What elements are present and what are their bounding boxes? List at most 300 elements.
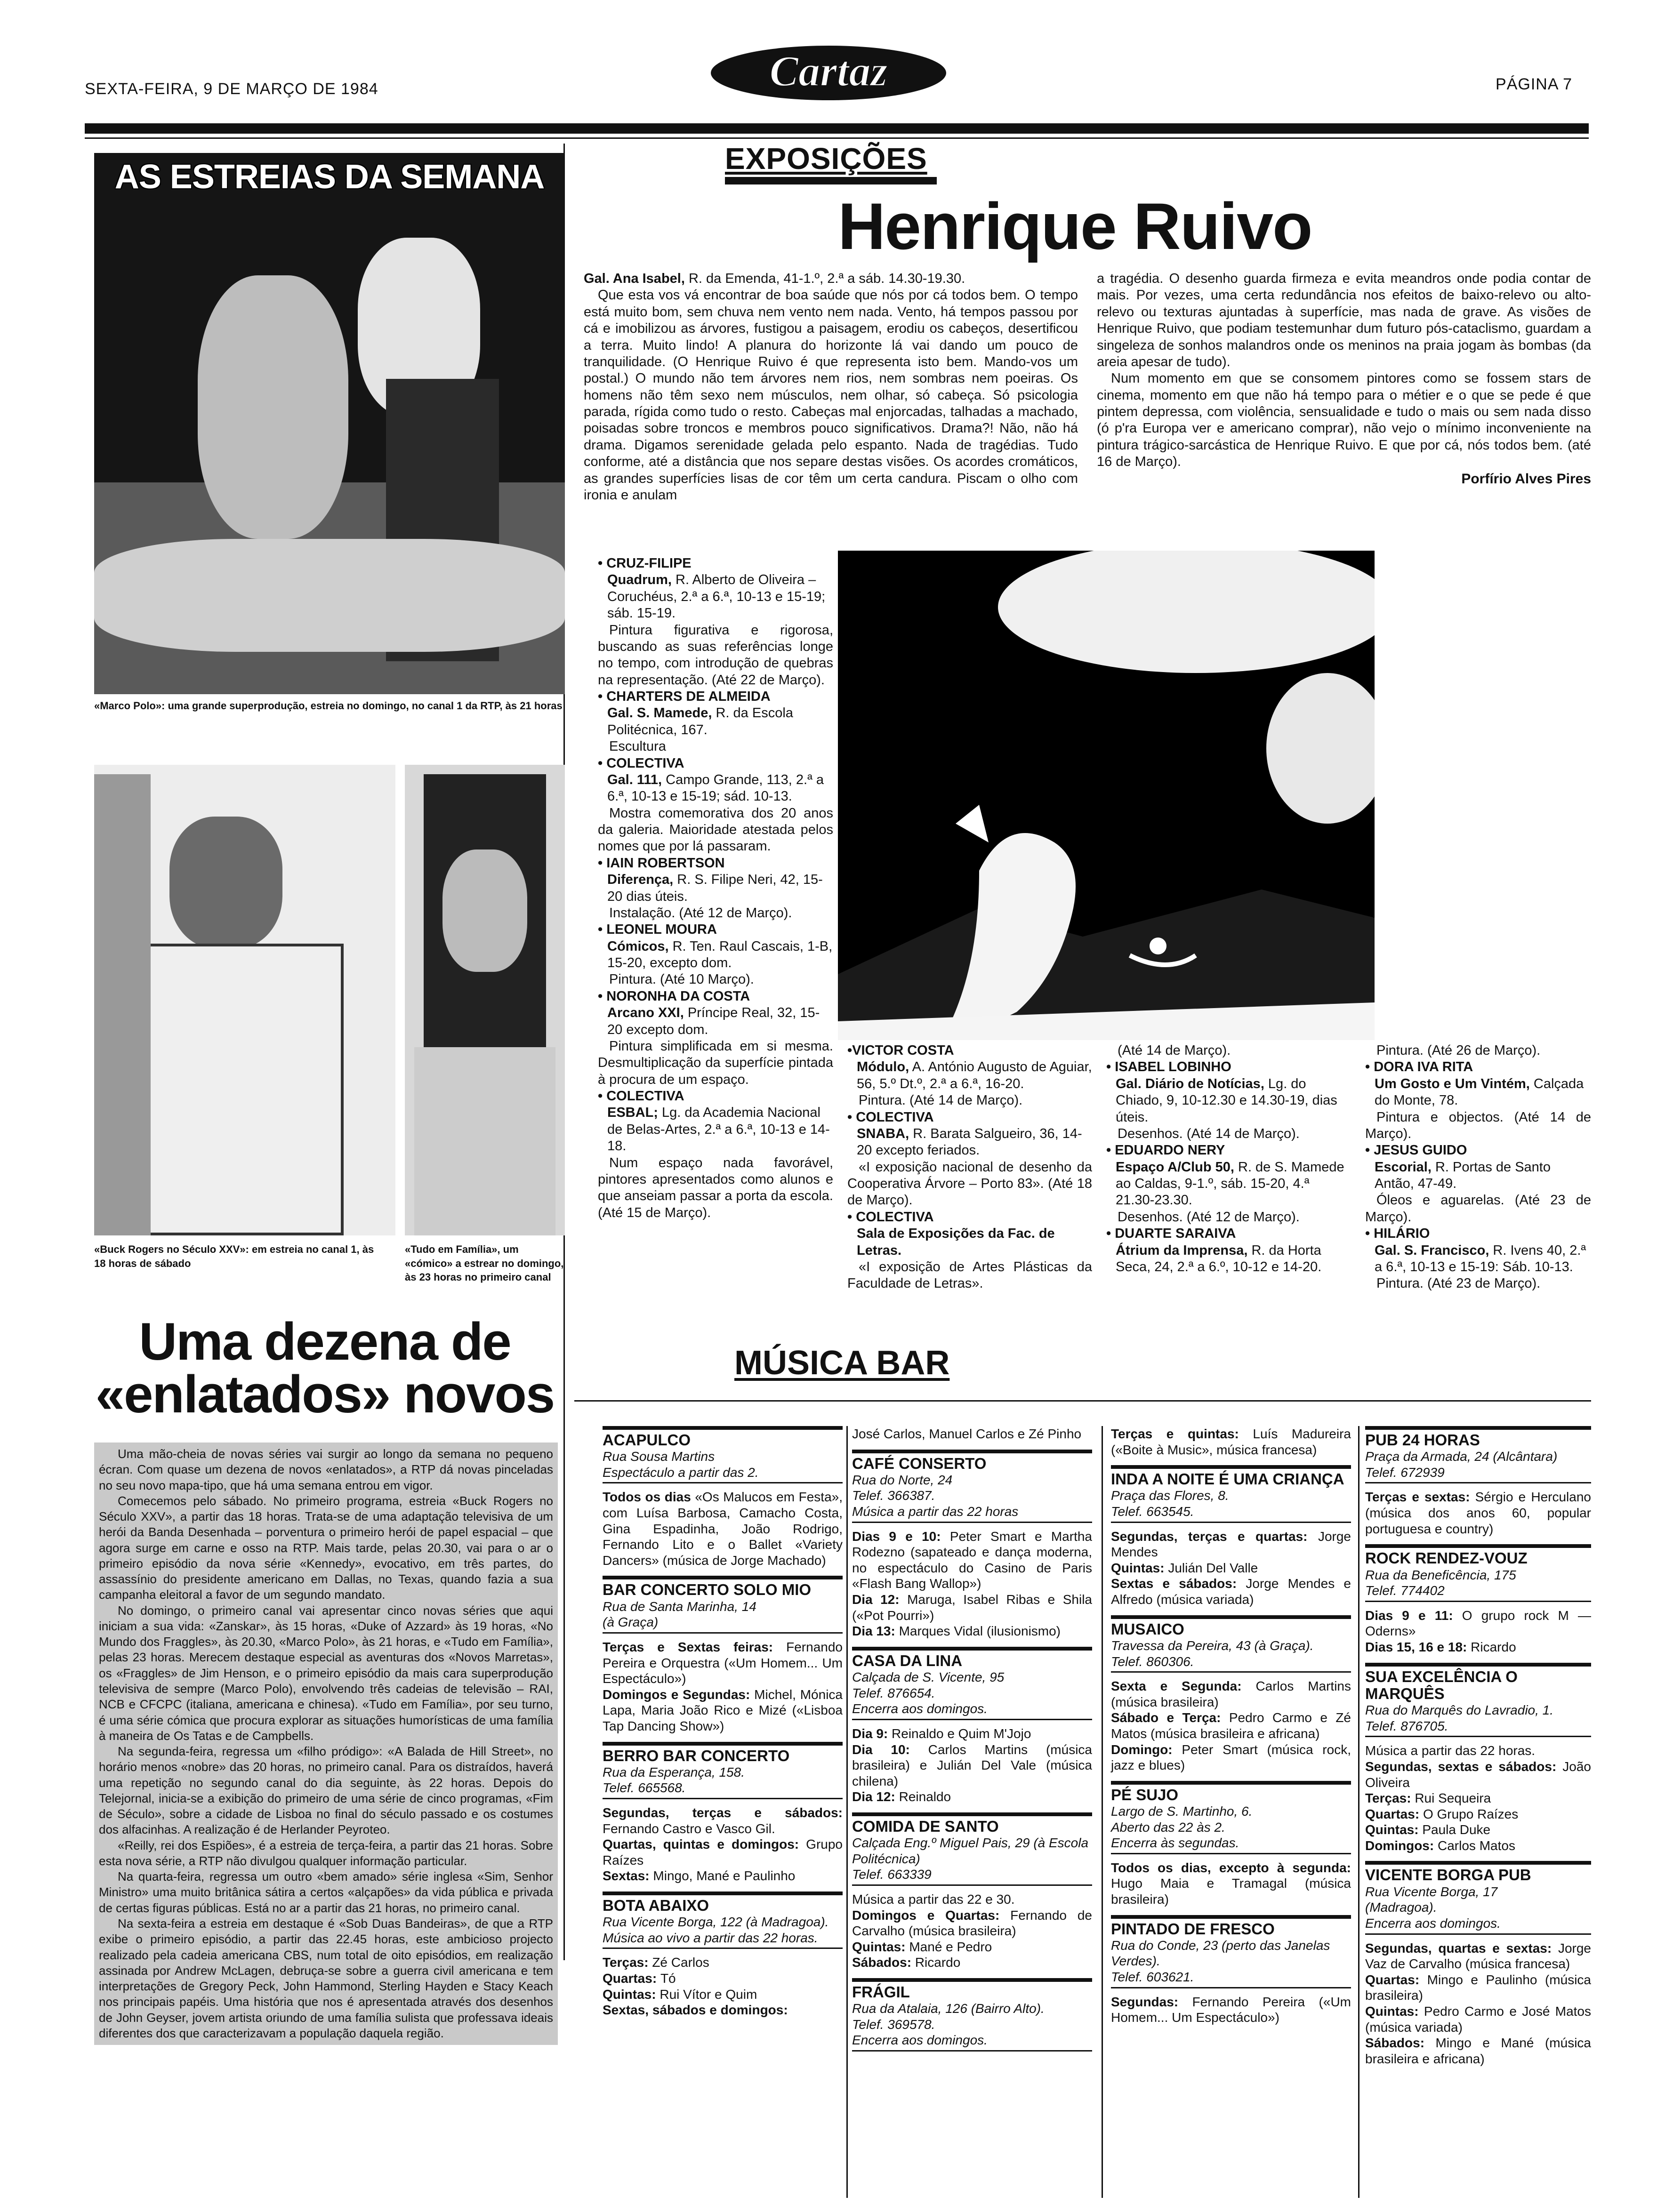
exhibition-venue	[598, 1005, 833, 1038]
programme-acts: Sérgio e Herculano (música dos anos 60, popular portuguesa e country)	[1365, 1490, 1591, 1536]
address-line: Telef. 672939	[1365, 1465, 1445, 1480]
exhibition-description: Pintura. (Até 23 de Março).	[1376, 1276, 1541, 1291]
address-line: Telef. 860306.	[1111, 1654, 1194, 1669]
programme-days: Dia 9:	[852, 1726, 892, 1741]
programme-acts: Jorge Vaz de Carvalho (música francesa)	[1365, 1940, 1591, 1972]
programme-line	[852, 1592, 1092, 1623]
programme-acts: João Oliveira	[1365, 1759, 1591, 1790]
venue-address: R. de S. Mamede ao Caldas, 9-1.º, sáb. 15-20, 4.ª 21.30-23.30.	[1116, 1159, 1344, 1208]
programme-days: Dia 12:	[852, 1592, 908, 1607]
programme-acts: Pedro Carmo e José Matos (música variada)	[1365, 2004, 1592, 2035]
programme-days: Segundas, terças e sábados:	[603, 1805, 843, 1820]
programme-acts: Peter Smart (música rock, jazz e blues)	[1111, 1742, 1351, 1773]
programme-line	[852, 1623, 1092, 1639]
programme-acts: Ricardo	[915, 1955, 961, 1970]
programme-line	[603, 1971, 843, 1987]
henrique-ruivo-title: Henrique Ruivo	[838, 189, 1312, 263]
bar-name: CASA DA LINA	[852, 1647, 1092, 1669]
exhibition-description: Pintura simplificada em si mesma. Desmultiplicação da superfície pintada à procura de um espaço.	[598, 1038, 833, 1087]
programme-line	[1111, 1529, 1351, 1560]
programme-days: Dia 13:	[852, 1624, 899, 1639]
address-line: Largo de S. Martinho, 6.	[1111, 1803, 1253, 1819]
bar-address	[852, 1835, 1092, 1886]
bar-address	[1365, 1702, 1591, 1737]
header-rule-thin	[85, 137, 1589, 139]
programme-days: Dias 9 e 11:	[1365, 1608, 1462, 1623]
programme-line	[603, 1868, 843, 1884]
cartaz-logo	[706, 28, 951, 108]
address-line: Rua da Beneficência, 175	[1365, 1567, 1516, 1582]
musica-col-3	[1111, 1426, 1351, 2026]
col-divider	[1358, 1426, 1359, 2198]
programme-days: Quintas:	[1111, 1560, 1168, 1575]
programme-days: Domingos e Segundas:	[603, 1687, 755, 1702]
venue-name: Quadrum,	[607, 572, 672, 588]
enlatados-p4: Na segunda-feira, regressa um «filho pródigo»: «A Balada de Hill Street», no horário menos «nobre» das 20 horas, no primeiro canal. Para os distraídos, haverá uma repetição no segundo canal do dia seguinte, às 22 horas. Depois do Telejornal, inicia-se a exibição do primeiro de uma série de cinco programas, «Fim de Século», sobre a cidade de Lisboa no final do século passado e os costumes dos alfacinhas. A realização é de Herlander Peyroteo.	[99, 1744, 553, 1837]
exhibition-description: Óleos e aguarelas. (Até 23 de Março).	[1365, 1193, 1591, 1225]
address-line: Aberto das 22 às 2.	[1111, 1819, 1225, 1835]
programme-days: Sexta e Segunda:	[1111, 1679, 1256, 1694]
programme-acts: O grupo rock M — Oderns»	[1365, 1608, 1591, 1639]
programme-acts: Michel, Mónica Lapa, Maria João Rico e Mizé («Lisboa Tap Dancing Show»)	[603, 1687, 843, 1733]
programme-line	[603, 1805, 843, 1836]
exhibition-description: Pintura e objectos. (Até 14 de Março).	[1365, 1109, 1591, 1141]
programme-days: Quintas:	[1365, 2004, 1424, 2019]
programme-line	[852, 1789, 1092, 1805]
exhibition-venue	[847, 1126, 1092, 1159]
exhibition-artist: • IAIN ROBERTSON	[598, 855, 725, 871]
marco-polo-photo	[94, 153, 565, 694]
address-line: Telef. 603621.	[1111, 1970, 1194, 1985]
address-line: Telef. 663545.	[1111, 1504, 1194, 1519]
address-line: Telef. 665568.	[603, 1780, 686, 1795]
programme-days: Segundas, quartas e sextas:	[1365, 1940, 1558, 1956]
programme-acts: Mingo, Mané e Paulinho	[653, 1868, 796, 1883]
exhibition-artist: • CHARTERS DE ALMEIDA	[598, 689, 771, 704]
programme-acts: Zé Carlos	[652, 1955, 709, 1970]
programme-acts: Julián Del Valle	[1168, 1560, 1258, 1575]
exhibitions-list-4	[1365, 1042, 1591, 1292]
lead-venue: Gal. Ana Isabel,	[584, 271, 685, 286]
bar-address	[603, 1764, 843, 1799]
col-divider	[1102, 1426, 1103, 2198]
programme-days: Sábados:	[1365, 2036, 1436, 2051]
exhibition-artist: • DUARTE SARAIVA	[1106, 1226, 1236, 1242]
exhibitions-list-1	[598, 555, 833, 1221]
programme-acts: Ricardo	[1471, 1639, 1516, 1654]
exhibition-venue	[598, 872, 833, 905]
programme-line	[1365, 1806, 1591, 1822]
bar-name: BOTA ABAIXO	[603, 1891, 843, 1914]
programme-line	[603, 1639, 843, 1687]
programme-days: Quintas:	[603, 1987, 660, 2002]
programme-acts: Carlos Matos	[1438, 1838, 1515, 1853]
programme-acts: Grupo Raízes	[603, 1837, 843, 1867]
exhibition-description: Desenhos. (Até 14 de Março).	[1118, 1126, 1300, 1141]
programme-acts: «Os Malucos em Festa», com Luísa Barbosa, Camacho Costa, Gina Espadinha, João Rodrigo, Fernando Lito e o Ballet «Variety Dancers» (música de Jorge Machado)	[603, 1490, 843, 1568]
venue-address: R. Barata Salgueiro, 36, 14-20 excepto feriados.	[857, 1126, 1082, 1158]
exhibition-artist: • EDUARDO NERY	[1106, 1143, 1225, 1158]
bar-name: ROCK RENDEZ-VOUZ	[1365, 1544, 1591, 1567]
programme-days: Domingos e Quartas:	[852, 1907, 1011, 1923]
programme-days: Terças e Sextas feiras:	[603, 1639, 787, 1654]
exhibition-artist: • HILÁRIO	[1365, 1226, 1430, 1242]
bar-address	[1111, 1488, 1351, 1523]
programme-days: Todos os dias	[603, 1490, 695, 1505]
programme-days: Dias 9 e 10:	[852, 1529, 950, 1544]
venue-address: R. Ivens 40, 2.ª a 6.ª, 10-13 e 15-19: Sáb. 10-13.	[1375, 1242, 1586, 1274]
programme-acts: Marques Vidal (ilusionismo)	[899, 1624, 1061, 1639]
programme-line	[1365, 1822, 1591, 1838]
programme-line	[603, 1955, 843, 1971]
venue-address: R. Ten. Raul Cascais, 1-B, 15-20, excepto dom.	[607, 938, 833, 970]
enlatados-p6: Na quarta-feira, regressa um outro «bem amado» série inglesa «Sim, Senhor Ministro» uma muito britânica sátira a certos «alçapões» da vida pública e privada de certas figuras públicas. Está no ar a partir das 21 horas, no primeiro canal.	[99, 1869, 553, 1915]
exhibition-description: Pintura figurativa e rigorosa, buscando as suas referências longe no tempo, com introdução de quebras na representação. (Até 22 de Março).	[598, 622, 833, 688]
programme-days: Quartas:	[1365, 1806, 1423, 1821]
address-line: Música ao vivo a partir das 22 horas.	[603, 1930, 818, 1945]
bar-address	[1365, 1567, 1591, 1602]
exhibition-venue	[1365, 1242, 1591, 1276]
venue-address: R. Alberto de Oliveira – Coruchéus, 2.ª a 6.ª, 10-13 e 15-19; sáb. 15-19.	[607, 572, 826, 621]
exhibition-artist: • ISABEL LOBINHO	[1106, 1059, 1231, 1075]
exhibition-artist: • COLECTIVA	[847, 1109, 934, 1125]
programme-line	[603, 1687, 843, 1734]
programme-days: Dias 15, 16 e 18:	[1365, 1639, 1471, 1654]
address-line: Rua Vicente Borga, 122 (à Madragoa).	[603, 1915, 829, 1930]
programme-line	[1111, 1678, 1351, 1710]
address-line: Calçada de S. Vicente, 95	[852, 1670, 1005, 1685]
programme-acts: Mingo e Paulinho (música brasileira)	[1365, 1972, 1591, 2003]
bar-address	[852, 1472, 1092, 1523]
exhibition-description: Pintura. (Até 26 de Março).	[1376, 1043, 1541, 1058]
programme-days: Terças e quintas:	[1111, 1427, 1253, 1441]
review-a2: a tragédia. O desenho guarda firmeza e evita meandros onde podia contar de mais. Por vezes, uma certa redundância nos efeitos de baixo-relevo ou alto-relevo ou texturas ajuntadas à superfície, mas nada de grave. As visões de Henrique Ruivo, que podiam testemunhar dum futuro pós-cataclismo, guardam a singeleza de sonhos malandros onde os meninos na praia jogam às bombas (da areia apesar de tudo).	[1097, 271, 1591, 369]
programme-acts: Luís Madureira («Boite à Music», música francesa)	[1111, 1427, 1351, 1457]
address-line: Espectáculo a partir das 2.	[603, 1465, 759, 1480]
musica-col-1	[603, 1426, 843, 2018]
lead-address: R. da Emenda, 41-1.º, 2.ª a sáb. 14.30-19.30.	[684, 271, 965, 286]
bar-address	[1365, 1449, 1591, 1483]
programme-days: Quartas, quintas e domingos:	[603, 1837, 806, 1852]
exhibition-description: Pintura. (Até 10 Março).	[609, 972, 754, 987]
bar-name: FRÁGIL	[852, 1978, 1092, 2001]
address-line: Rua do Marquês do Lavradio, 1.	[1365, 1703, 1554, 1718]
programme-days: Domingos:	[1365, 1838, 1438, 1853]
exhibition-description: Num espaço nada favorável, pintores apresentados como alunos e que anseiam passar a porta da escola. (Até 15 de Março).	[598, 1155, 833, 1220]
exhibition-description: Mostra comemorativa dos 20 anos da galeria. Maioridade atestada pelos nomes que por lá passaram.	[598, 805, 833, 854]
exhibitions-list-2	[847, 1042, 1092, 1292]
programme-days: Sextas:	[603, 1868, 653, 1883]
exhibition-artist: • JESUS GUIDO	[1365, 1143, 1467, 1158]
programme-acts: Jorge Mendes e Alfredo (música variada)	[1111, 1576, 1351, 1607]
exhibition-artist: • LEONEL MOURA	[598, 922, 717, 938]
exhibition-description: «I exposição de Artes Plásticas da Faculdade de Letras».	[847, 1259, 1092, 1291]
programme-acts: Fernando Pereira e Orquestra («Um Homem... Um Espectáculo»)	[603, 1639, 843, 1686]
exhibition-description: Pintura. (Até 14 de Março).	[859, 1093, 1023, 1108]
programme-line	[1365, 1790, 1591, 1806]
programme-days: Sábados:	[852, 1955, 915, 1970]
programme-acts: José Carlos, Manuel Carlos e Zé Pinho	[852, 1427, 1082, 1441]
programme-days: Quartas:	[603, 1971, 660, 1986]
programme-days: Quintas:	[1365, 1822, 1423, 1837]
programme-acts: Peter Smart e Martha Rodezno (sapateado e dança moderna, no espectáculo do Casino de Paris «Flash Bang Wallop»)	[852, 1529, 1093, 1591]
programme-line	[1111, 1994, 1351, 2026]
venue-name: Sala de Exposições da Fac. de Letras.	[857, 1226, 1055, 1258]
venue-name: Espaço A/Club 50,	[1116, 1159, 1234, 1175]
venue-name: Arcano XXI,	[607, 1005, 684, 1021]
bar-name: MUSAICO	[1111, 1615, 1351, 1638]
bar-name: PINTADO DE FRESCO	[1111, 1915, 1351, 1938]
issue-date: SEXTA-FEIRA, 9 DE MARÇO DE 1984	[85, 80, 378, 98]
exposicoes-bar	[725, 177, 937, 184]
enlatados-p1: Uma mão-cheia de novas séries vai surgir ao longo da semana no pequeno écran. Com quase um dezena de novos «enlatados», a RTP dá novas pinceladas no seu novo mapa-tipo, que há uma semana entrou em vigor.	[99, 1447, 553, 1492]
venue-address: Príncipe Real, 32, 15-20 excepto dom.	[607, 1005, 820, 1037]
enlatados-article	[94, 1443, 558, 2045]
address-line: (à Graça)	[603, 1615, 659, 1630]
programme-days: Segundas, sextas e sábados:	[1365, 1759, 1563, 1774]
venue-name: SNABA,	[857, 1126, 909, 1141]
address-line: Rua do Norte, 24	[852, 1472, 953, 1487]
ruivo-review-col1	[584, 271, 1078, 504]
bar-name: BAR CONCERTO SOLO MIO	[603, 1576, 843, 1598]
programme-line	[852, 1907, 1092, 1939]
musica-col-4	[1365, 1426, 1591, 2067]
programme-line	[603, 2002, 843, 2018]
venue-address: R. Portas de Santo Antão, 47-49.	[1375, 1159, 1551, 1191]
programme-acts: Reinaldo	[899, 1789, 951, 1804]
exhibition-venue	[1365, 1076, 1591, 1109]
bar-name: PÉ SUJO	[1111, 1781, 1351, 1803]
logo-text: Cartaz	[769, 47, 888, 95]
enlatados-p5: «Reilly, rei dos Espiões», é a estreia de terça-feira, a partir das 21 horas. Sobre esta nova série, a RTP não divulgou qualquer informação particular.	[99, 1838, 553, 1868]
exhibition-venue	[1106, 1076, 1351, 1126]
address-line: Rua de Santa Marinha, 14	[603, 1599, 756, 1614]
enlatados-p2: Comecemos pelo sábado. No primeiro programa, estreia «Buck Rogers no Século XXV», a partir das 18 horas. Trata-se de uma adaptação televisiva de um herói da Banda Desenhada – porventura o primeiro herói de papel espacial – que agora surge em carne e osso na RTP. Mais tarde, pelas 20.30, vai para o ar o primeiro episódio da nova série «Kennedy», evocativo, em três partes, do assassínio do presidente americano em Dallas, no Texas, quando fazia a sua campanha eleitoral a favor de um segundo mandato.	[99, 1493, 553, 1602]
programme-days: Quintas:	[852, 1939, 909, 1954]
programme-days: Terças:	[1365, 1791, 1415, 1806]
buck-rogers-caption: «Buck Rogers no Século XXV»: em estreia no canal 1, às 18 horas de sábado	[94, 1243, 374, 1269]
bar-address	[852, 1669, 1092, 1720]
programme-line	[1365, 1838, 1591, 1854]
musica-col-2	[852, 1426, 1092, 2057]
bar-address	[603, 1914, 843, 1949]
programme-acts: Carlos Martins (música brasileira) e Julián Del Vale (música chilena)	[852, 1742, 1092, 1788]
venue-address: Calçada do Monte, 78.	[1375, 1076, 1584, 1108]
programme-line	[1111, 1710, 1351, 1741]
address-line: Telef. 774402	[1365, 1583, 1445, 1598]
address-line: (Madragoa).	[1365, 1900, 1437, 1915]
exhibition-venue	[847, 1226, 1092, 1259]
bar-name: PUB 24 HORAS	[1365, 1426, 1591, 1449]
venue-name: Um Gosto e Um Vintém,	[1375, 1076, 1530, 1091]
venue-address: R. S. Filipe Neri, 42, 15-20 dias úteis.	[607, 872, 823, 904]
venue-name: ESBAL;	[607, 1105, 658, 1121]
address-line: Rua Vicente Borga, 17	[1365, 1884, 1498, 1899]
address-line: Encerra aos domingos.	[852, 2033, 988, 2048]
review-signature: Porfírio Alves Pires	[1461, 471, 1591, 487]
address-line: Telef. 366387.	[852, 1488, 935, 1503]
programme-line	[1111, 1576, 1351, 1607]
exhibition-description: Desenhos. (Até 12 de Março).	[1118, 1209, 1300, 1225]
venue-name: Escorial,	[1375, 1159, 1432, 1175]
bar-name: COMIDA DE SANTO	[852, 1812, 1092, 1835]
exhibition-venue	[847, 1059, 1092, 1092]
address-line: Travessa da Pereira, 43 (à Graça).	[1111, 1638, 1314, 1653]
venue-name: Átrium da Imprensa,	[1116, 1242, 1248, 1258]
bar-name: ACAPULCO	[603, 1426, 843, 1449]
programme-acts: Carlos Martins (música brasileira)	[1111, 1679, 1351, 1709]
musica-rule	[574, 1400, 1591, 1402]
address-line: Telef. 876654.	[852, 1685, 935, 1700]
programme-days: Todos os dias, excepto à segunda:	[1111, 1860, 1351, 1875]
programme-line	[1365, 1972, 1591, 2004]
programme-line	[1365, 1489, 1591, 1537]
venue-name: Diferença,	[607, 872, 674, 888]
programme-acts: Mingo e Mané (música brasileira e africana)	[1365, 2036, 1591, 2066]
programme-line	[1365, 1940, 1591, 1972]
venue-name: Gal. 111,	[607, 772, 662, 787]
exhibition-description: «I exposição nacional de desenho da Cooperativa Árvore – Porto 83». (Até 18 de Março).	[847, 1159, 1092, 1208]
bar-address	[1111, 1938, 1351, 1988]
review-a3: Num momento em que se consomem pintores como se fossem stars de cinema, momento em que não há tempo para o métier e o que se pede é que pintem depressa, com violência, sensualidade e tudo o mais ou sem nada disso (ó p'ra Europa ver e americano comprar), não vejo o mínimo inconveniente na pintura trágico-sarcástica de Henrique Ruivo. E que por cá, nós todos bem. (até 16 de Março).	[1097, 371, 1591, 470]
programme-days: Domingo:	[1111, 1742, 1182, 1757]
address-line: Telef. 369578.	[852, 2017, 935, 2032]
exhibition-description: (Até 14 de Março).	[1118, 1043, 1231, 1058]
tudo-em-familia-caption: «Tudo em Família», um «cómico» a estrear no domingo, às 23 horas no primeiro canal	[405, 1243, 564, 1283]
address-line: Encerra aos domingos.	[852, 1701, 988, 1716]
address-line: Encerra às segundas.	[1111, 1835, 1239, 1851]
programme-acts: Música a partir das 22 e 30.	[852, 1891, 1015, 1907]
exhibition-venue	[1106, 1159, 1351, 1209]
exhibition-venue	[598, 705, 833, 738]
venue-name: Cómicos,	[607, 938, 669, 954]
section-musica-bar: MÚSICA BAR	[734, 1344, 950, 1382]
exhibitions-list-3	[1106, 1042, 1351, 1275]
programme-line	[1365, 1759, 1591, 1790]
bar-name: VICENTE BORGA PUB	[1365, 1861, 1591, 1883]
address-line: Música a partir das 22 horas	[852, 1504, 1019, 1519]
venue-address: R. da Horta Seca, 24, 2.ª a 6.º, 10-12 e 14-20.	[1116, 1242, 1322, 1274]
exhibition-venue	[1365, 1159, 1591, 1193]
enlatados-p3: No domingo, o primeiro canal vai apresentar cinco novas séries que aqui iniciam a sua vida: «Zanskar», às 15 horas, «Duke of Azzard» às 19 horas, «No Mundo dos Fraggles», às 20.30, «Marco Polo», às 21 horas, e «Tudo em Família», pelas 23 horas. Merecem destaque especial as aventuras dos «Novos Marretas», os «Fraggles» de Jim Henson, e o primeiro episódio da mais cara superprodução televisiva de sempre (Marco Polo), envolvendo três cadeias de televisão – RAI, NCB e CFCPC (italiana, americana e chinesa). «Tudo em Família», por seu turno, é uma série cómica que procura explorar as situações humorísticas de uma família à maneira de Os Tatas e de Campbells.	[99, 1603, 553, 1743]
programme-line	[852, 1726, 1092, 1742]
programme-line	[1111, 1560, 1351, 1576]
programme-line	[852, 1426, 1092, 1442]
programme-acts: Tó	[660, 1971, 676, 1986]
venue-name: Módulo,	[857, 1059, 909, 1075]
programme-line	[1365, 1608, 1591, 1639]
programme-acts: Rui Vítor e Quim	[660, 1987, 757, 2002]
programme-line	[603, 1987, 843, 2003]
venue-address: Lg. da Academia Nacional de Belas-Artes, 2.ª a 6.ª, 10-13 e 14-18.	[607, 1105, 830, 1154]
venue-name: Gal. S. Francisco,	[1375, 1242, 1489, 1258]
programme-acts: Música a partir das 22 horas.	[1365, 1743, 1536, 1758]
exhibition-venue	[598, 1105, 833, 1154]
address-line: Telef. 663339	[852, 1867, 932, 1882]
programme-acts: Pedro Carmo e Zé Matos (música brasileira e africana)	[1111, 1710, 1351, 1741]
section-exposicoes: EXPOSIÇÕES	[725, 142, 927, 176]
programme-line	[603, 1836, 843, 1868]
bar-address	[852, 2001, 1092, 2052]
programme-days: Segundas:	[1111, 1994, 1192, 2009]
programme-line	[1365, 1639, 1591, 1655]
programme-line	[1111, 1860, 1351, 1907]
exhibition-artist: • COLECTIVA	[598, 755, 684, 771]
exhibition-venue	[1106, 1242, 1351, 1276]
programme-line	[1365, 2004, 1591, 2035]
exhibition-artist: • COLECTIVA	[598, 1089, 684, 1104]
venue-address: A. António Augusto de Aguiar, 56, 5.º Dt.º, 2.ª a 6.ª, 16-20.	[857, 1059, 1092, 1091]
address-line: Rua Sousa Martins	[603, 1449, 715, 1464]
henrique-ruivo-painting	[838, 551, 1375, 1040]
exhibition-artist: • DORA IVA RITA	[1365, 1059, 1473, 1075]
bar-address	[1111, 1803, 1351, 1854]
programme-days: Dia 10:	[852, 1742, 928, 1757]
address-line: Rua da Esperança, 158.	[603, 1764, 745, 1779]
ruivo-review-col2	[1097, 271, 1591, 488]
banner-estreias: AS ESTREIAS DA SEMANA	[114, 158, 545, 196]
address-line: Rua da Atalaia, 126 (Bairro Alto).	[852, 2001, 1045, 2016]
exhibition-venue	[598, 938, 833, 972]
tudo-em-familia-photo	[405, 765, 565, 1235]
programme-line	[852, 1891, 1092, 1907]
programme-days: Dia 12:	[852, 1789, 899, 1804]
programme-days: Terças e sextas:	[1365, 1490, 1475, 1505]
bar-name: SUA EXCELÊNCIA O MARQUÊS	[1365, 1663, 1591, 1703]
programme-line	[1111, 1426, 1351, 1458]
enlatados-headline: Uma dezena de «enlatados» novos	[95, 1312, 555, 1424]
programme-acts: Reinaldo e Quim M'Jojo	[892, 1726, 1031, 1741]
programme-acts: Maruga, Isabel Ribas e Shila («Pot Pourri»)	[852, 1592, 1092, 1623]
exhibition-artist: •VICTOR COSTA	[847, 1043, 954, 1058]
programme-line	[1365, 1743, 1591, 1759]
exhibition-venue	[598, 772, 833, 805]
programme-days: Segundas, terças e quartas:	[1111, 1529, 1318, 1544]
tv-column	[85, 144, 565, 2040]
venue-address: Campo Grande, 113, 2.ª a 6.ª, 10-13 e 15-19; sád. 10-13.	[607, 772, 824, 804]
programme-line	[603, 1489, 843, 1568]
programme-acts: Hugo Maia e Tramagal (música brasileira)	[1111, 1876, 1351, 1907]
buck-rogers-photo	[94, 765, 395, 1235]
programme-days: Sábado e Terça:	[1111, 1710, 1229, 1725]
programme-days: Sextas, sábados e domingos:	[603, 2003, 788, 2018]
bar-address	[1365, 1884, 1591, 1935]
bar-address	[1111, 1638, 1351, 1673]
bar-address	[603, 1449, 843, 1483]
programme-acts: Rui Sequeira	[1415, 1791, 1491, 1806]
programme-line	[852, 1742, 1092, 1789]
programme-days: Terças:	[603, 1955, 652, 1970]
programme-days: Quartas:	[1365, 1972, 1427, 1987]
bar-name: CAFÉ CONSERTO	[852, 1450, 1092, 1472]
programme-line	[1111, 1742, 1351, 1773]
exhibition-description: Instalação. (Até 12 de Março).	[609, 905, 792, 921]
enlatados-p7: Na sexta-feira a estreia em destaque é «Sob Duas Bandeiras», de que a RTP exibe o primeiro episódio, a partir das 22.45 horas, este ambicioso projecto realizado pela cadeia americana CBS, num total de oito episódios, em realização assinada por Andrew McLagen, debruça-se sobre a guerra civil americana e tem interpretações de Gregory Peck, John Hammond, Sterling Hayden e Stacy Keach nos principais papéis. Uma história que nos é apresentada através dos desenhos de John Geyser, jovem artista oriundo de uma família sulista que professava ideais diferentes dos que caracterizavam a população daquela região.	[99, 1916, 553, 2040]
exhibition-venue	[598, 572, 833, 622]
col-divider	[846, 1426, 848, 2198]
venue-address: R. da Escola Politécnica, 167.	[607, 705, 793, 737]
address-line: Telef. 876705.	[1365, 1718, 1448, 1733]
bar-name: BERRO BAR CONCERTO	[603, 1742, 843, 1764]
programme-acts: Fernando Castro e Vasco Gil.	[603, 1821, 775, 1836]
exhibition-artist: • COLECTIVA	[847, 1209, 934, 1225]
address-line: Praça da Armada, 24 (Alcântara)	[1365, 1449, 1558, 1464]
bar-name: INDA A NOITE É UMA CRIANÇA	[1111, 1465, 1351, 1488]
address-line: Praça das Flores, 8.	[1111, 1488, 1229, 1503]
exhibition-description: Escultura	[609, 739, 666, 754]
venue-address: Lg. do Chiado, 9, 10-12.30 e 14.30-19, dias úteis.	[1116, 1076, 1337, 1125]
page-number: PÁGINA 7	[1496, 75, 1572, 93]
